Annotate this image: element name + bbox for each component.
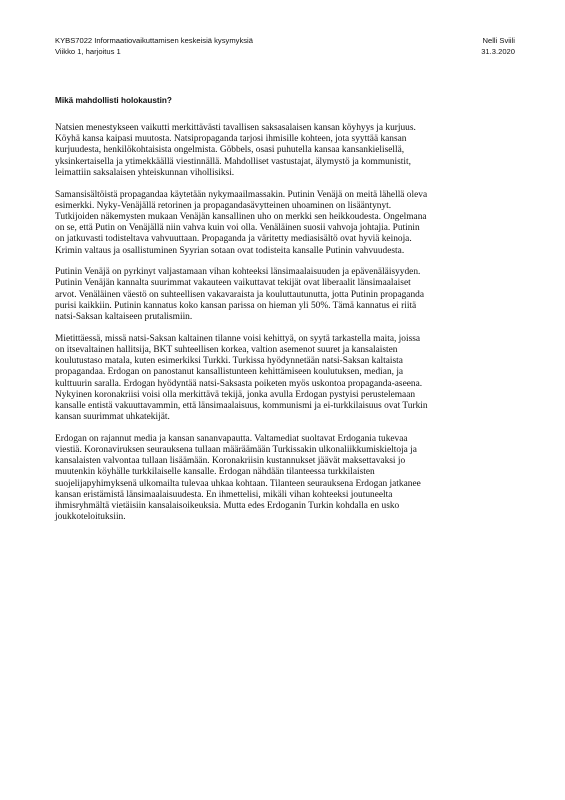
text-line: on itsevaltainen hallitsija, BKT suhteellisen korkea, valtion asemenot suuret ja kansalaisten <box>55 344 398 355</box>
text-line: arvot. Venäläinen väestö on suhteellisen vakavaraista ja kouluttautunutta, jotta Putinin propaganda <box>55 289 424 300</box>
text-line: kansan suurimmat uhkatekijät. <box>55 412 170 423</box>
text-line: ihmisryhmältä vietäisiin kansalaisoikeuksia. Mutta edes Erdoganin Turkin kohdalla en usko <box>55 501 400 512</box>
text-line: viestiä. Koronaviruksen seurauksena tullaan määräämään Turkissakin ulkonaliikkumiskieltoja ja <box>55 445 417 456</box>
text-line: joukkoteloituksiin. <box>55 512 126 523</box>
text-line: Natsien menestykseen vaikutti merkittävästi tavallisen saksasalaisen kansan köyhyys ja kurjuus. <box>55 123 416 133</box>
paragraph <box>55 190 517 257</box>
text-line: natsi-Saksan kaltaiseen prutalismiin. <box>55 312 193 323</box>
text-line: Putinin Venäjä on pyrkinyt valjastamaan vihan kohteeksi länsimaalaisuuden ja epävenäläisyyden. <box>55 267 421 278</box>
text-line: kansalaisten valvontaa tullaan lisäämään. Koronakriisin kustannukset jäävät maksettavaksi jo <box>55 456 406 467</box>
text-line: Mietittäessä, missä natsi-Saksan kaltainen tilanne voisi kehittyä, on syytä tarkastella maita, joissa <box>55 333 421 344</box>
paragraph <box>55 434 517 524</box>
text-line: kulttuurin saralla. Erdogan hyödyntää natsi-Saksasta poiketen myös uskontoa propaganda-aseena. <box>55 378 423 389</box>
text-line: esimerkki. Nyky-Venäjällä retorinen ja propagandasävytteinen uhoaminen on lisääntynyt. <box>55 200 392 211</box>
text-line: Krimin valtaus ja osallistuminen Syyrian sotaan ovat todisteita kansalle Putinin vahvuudesta. <box>55 245 405 256</box>
header-row-2 <box>55 46 515 57</box>
text-line: Tutkijoiden näkemysten mukaan Venäjän kansallinen uho on merkki sen heikkoudesta. Ongelmana <box>55 211 427 222</box>
text-line: propagandaa. Erdogan on panostanut kansallistunteen kehittämiseen koulutuksen, median, ja <box>55 367 404 378</box>
header-row-1 <box>55 35 515 46</box>
text-line: on se, että Putin on Venäjällä niin vahva kuin voi olla. Venäläinen suosii vahvoja johtajia. Putinin <box>55 223 420 234</box>
text-line: Erdogan on rajannut media ja kansan sananvapautta. Valtamediat suoltavat Erdogania tukevaa <box>55 433 408 444</box>
document-title: Mikä mahdollisti holokaustin? <box>55 96 172 105</box>
text-line: kansan eristämistä länsimaalaisuudesta. En ihmettelisi, mikäli vihan kohteeksi joutuneelta <box>55 489 393 500</box>
text-line: kansalle entistä vakuuttavammin, että länsimaalaisuus, kommunismi ja ei-turkkilaisuus ovat Turkin <box>55 400 428 411</box>
text-line: on jatkuvasti todisteltava vahvuuttaan. Propaganda ja väritetty mediasisältö ovat hyviä keinoja. <box>55 234 412 245</box>
text-line: yksinkertaisella ja ytimekkäällä viestinnällä. Mahdolliset vastustajat, älymystö ja kommunistit, <box>55 156 411 167</box>
paragraph <box>55 123 517 179</box>
document-body <box>55 123 517 534</box>
assignment-label: Viikko 1, harjoitus 1 <box>55 47 121 56</box>
text-line: kurjuudesta, henkilökohtaisista ongelmista. Göbbels, osasi puhutella kansaa kansankielisellä, <box>55 145 405 156</box>
text-line: koulutustaso matala, kuten esimerkiksi Turkki. Turkissa hyödynnetään natsi-Saksan kaltaista <box>55 356 403 367</box>
text-line: suojelijapyhimyksenä ulkomailta tulevaa uhkaa kohtaan. Tilanteen seurauksena Erdogan jatkanee <box>55 478 421 489</box>
document-date: 31.3.2020 <box>481 47 515 56</box>
paragraph <box>55 267 517 323</box>
text-line: Putinin Venäjän kannalta suurimmat vakauteen vaikuttavat tekijät ovat liberaalit länsimaalaiset <box>55 278 411 289</box>
course-title: KYBS7022 Informaatiovaikuttamisen keskeisiä kysymyksiä <box>55 36 253 45</box>
text-line: leimattiin saksalaisen yhteiskunnan vihollisiksi. <box>55 167 235 178</box>
text-line: purisi kaikkiin. Putinin kannatus koko kansan parissa on hieman yli 50%. Tämä kannatus ei riitä <box>55 300 417 311</box>
text-line: Köyhä kansa kaipasi muutosta. Natsipropaganda tarjosi ihmisille kohteen, jota syyttää kansan <box>55 134 407 145</box>
page-header <box>55 35 515 57</box>
text-line: muutenkin köyhälle turkkilaiselle kansalle. Erdogan nähdään tilanteessa turkkilaisten <box>55 467 375 478</box>
paragraph <box>55 334 517 424</box>
text-line: Samansisältöistä propagandaa käytetään nykymaailmassakin. Putinin Venäjä on meitä lähellä oleva <box>55 189 428 200</box>
text-line: Nykyinen koronakriisi voisi olla merkittävä tekijä, jonka avulla Erdogan pystyisi perustelemaan <box>55 389 416 400</box>
author-name: Nelli Sviili <box>482 36 515 45</box>
